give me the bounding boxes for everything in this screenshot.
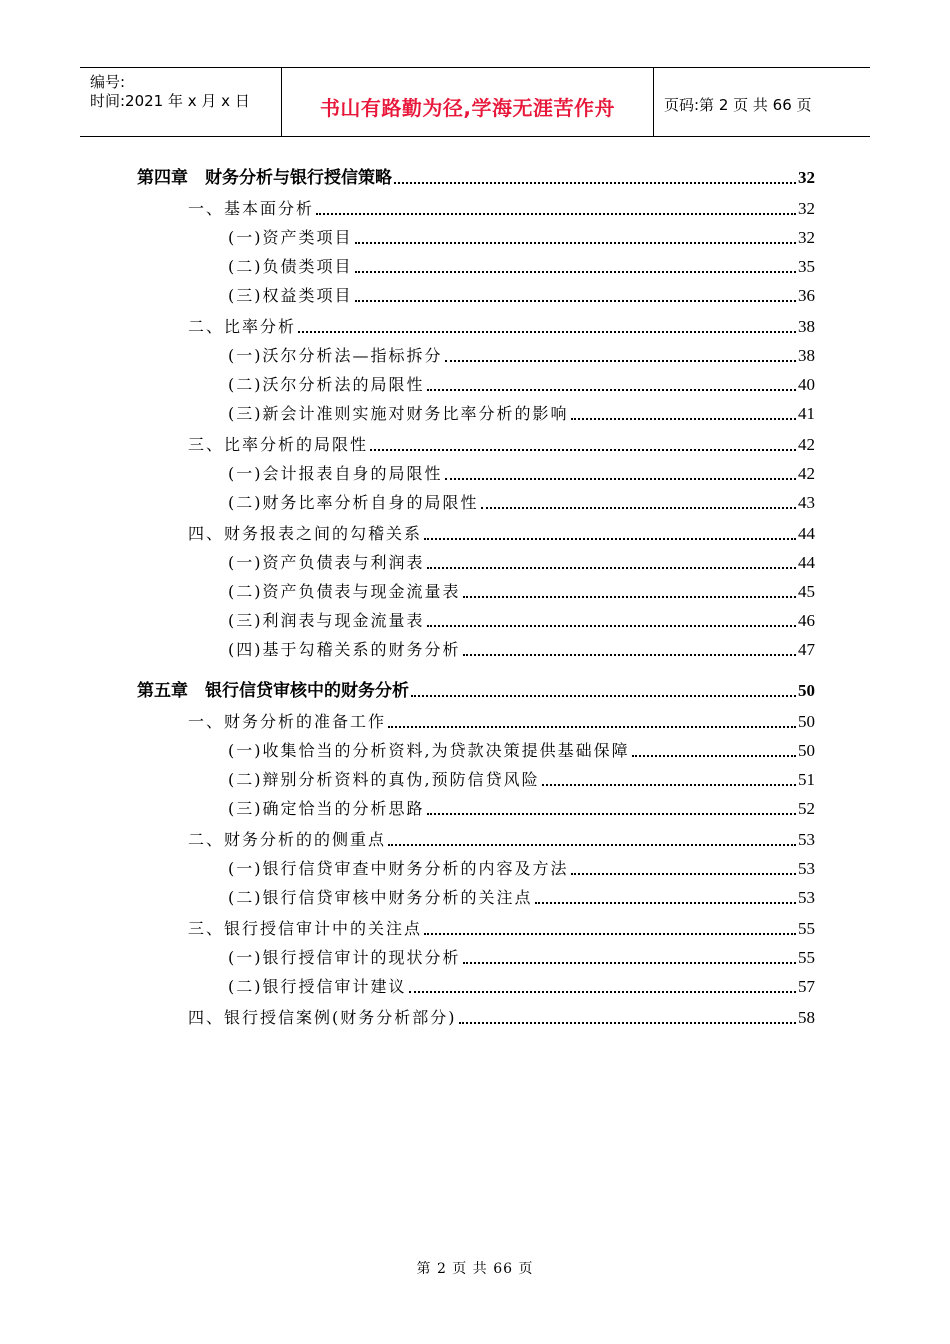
toc-entry-page: 53 — [798, 888, 815, 907]
dot-leader — [427, 813, 797, 815]
toc-entry-page: 45 — [798, 582, 815, 601]
toc-entry-title: 四、财务报表之间的勾稽关系 — [188, 524, 423, 543]
toc-chapter-entry[interactable] — [137, 679, 815, 701]
toc-entry-page: 55 — [798, 948, 815, 967]
toc-entry-page: 52 — [798, 799, 815, 818]
dot-leader — [388, 844, 796, 846]
toc-subsection-entry[interactable] — [228, 491, 815, 513]
toc-entry-title: 三、银行授信审计中的关注点 — [188, 919, 423, 938]
dot-leader — [388, 726, 796, 728]
toc-subsection-entry[interactable] — [228, 255, 815, 277]
toc-subsection-entry[interactable] — [228, 226, 815, 248]
dot-leader — [427, 625, 797, 627]
dot-leader — [481, 507, 797, 509]
toc-entry-title: (一)收集恰当的分析资料,为贷款决策提供基础保障 — [228, 741, 630, 760]
toc-subsection-entry[interactable] — [228, 462, 815, 484]
toc-entry-title: (一)银行信贷审查中财务分析的内容及方法 — [228, 859, 569, 878]
dot-leader — [632, 755, 796, 757]
toc-subsection-entry[interactable] — [228, 402, 815, 424]
toc-entry-page: 40 — [798, 375, 815, 394]
toc-entry-title: (三)确定恰当的分析思路 — [228, 799, 425, 818]
dot-leader — [411, 695, 796, 697]
toc-entry-title: (一)资产类项目 — [228, 228, 353, 247]
toc-entry-title: (一)会计报表自身的局限性 — [228, 464, 443, 483]
toc-entry-title: (一)资产负债表与利润表 — [228, 553, 425, 572]
toc-subsection-entry[interactable] — [228, 551, 815, 573]
toc-subsection-entry[interactable] — [228, 768, 815, 790]
toc-entry-title: (二)沃尔分析法的局限性 — [228, 375, 425, 394]
toc-section-entry[interactable] — [188, 1006, 815, 1028]
dot-leader — [463, 962, 797, 964]
toc-entry-page: 35 — [798, 257, 815, 276]
page-header — [80, 67, 870, 137]
toc-entry-page: 44 — [798, 524, 815, 543]
toc-subsection-entry[interactable] — [228, 975, 815, 997]
toc-section-entry[interactable] — [188, 828, 815, 850]
dot-leader — [316, 213, 796, 215]
motto-text: 书山有路勤为径,学海无涯苦作舟 — [319, 96, 616, 120]
toc-section-entry[interactable] — [188, 315, 815, 337]
toc-section-entry[interactable] — [188, 197, 815, 219]
toc-entry-title: 三、比率分析的局限性 — [188, 435, 369, 454]
toc-entry-page: 50 — [798, 712, 815, 731]
dot-leader — [424, 538, 796, 540]
toc-entry-title: (四)基于勾稽关系的财务分析 — [228, 640, 461, 659]
dot-leader — [427, 389, 797, 391]
toc-entry-page: 47 — [798, 640, 815, 659]
toc-entry-page: 57 — [798, 977, 815, 996]
toc-subsection-entry[interactable] — [228, 284, 815, 306]
toc-entry-page: 32 — [798, 199, 815, 218]
toc-entry-title: (三)利润表与现金流量表 — [228, 611, 425, 630]
toc-entry-title: (二)资产负债表与现金流量表 — [228, 582, 461, 601]
toc-entry-title: (二)辩别分析资料的真伪,预防信贷风险 — [228, 770, 540, 789]
toc-entry-title: (二)负债类项目 — [228, 257, 353, 276]
toc-section-entry[interactable] — [188, 917, 815, 939]
toc-entry-page: 53 — [798, 859, 815, 878]
toc-entry-page: 38 — [798, 346, 815, 365]
toc-subsection-entry[interactable] — [228, 946, 815, 968]
dot-leader — [445, 360, 797, 362]
page-footer: 第 2 页 共 66 页 — [416, 1261, 534, 1277]
toc-section-entry[interactable] — [188, 522, 815, 544]
toc-entry-page: 36 — [798, 286, 815, 305]
dot-leader — [542, 784, 796, 786]
toc-subsection-entry[interactable] — [228, 886, 815, 908]
dot-leader — [571, 418, 797, 420]
toc-entry-page: 38 — [798, 317, 815, 336]
toc-subsection-entry[interactable] — [228, 373, 815, 395]
dot-leader — [535, 902, 797, 904]
toc-subsection-entry[interactable] — [228, 638, 815, 660]
toc-entry-page: 42 — [798, 464, 815, 483]
toc-entry-page: 55 — [798, 919, 815, 938]
dot-leader — [370, 449, 796, 451]
toc-entry-page: 50 — [798, 681, 815, 700]
toc-entry-page: 51 — [798, 770, 815, 789]
toc-subsection-entry[interactable] — [228, 857, 815, 879]
toc-entry-title: 二、财务分析的的侧重点 — [188, 830, 387, 849]
toc-entry-title: 二、比率分析 — [188, 317, 297, 336]
dot-leader — [424, 933, 796, 935]
dot-leader — [445, 478, 797, 480]
dot-leader — [355, 271, 797, 273]
toc-entry-title: 一、财务分析的准备工作 — [188, 712, 387, 731]
toc-entry-page: 32 — [798, 228, 815, 247]
dot-leader — [298, 331, 796, 333]
toc-entry-title: (三)权益类项目 — [228, 286, 353, 305]
header-right-cell — [654, 68, 870, 136]
dot-leader — [427, 567, 797, 569]
toc-entry-title: 一、基本面分析 — [188, 199, 315, 218]
toc-entry-page: 32 — [798, 168, 815, 187]
dot-leader — [409, 991, 797, 993]
toc-entry-page: 42 — [798, 435, 815, 454]
toc-subsection-entry[interactable] — [228, 797, 815, 819]
toc-subsection-entry[interactable] — [228, 609, 815, 631]
toc-entry-page: 50 — [798, 741, 815, 760]
toc-entry-title: (二)财务比率分析自身的局限性 — [228, 493, 479, 512]
toc-section-entry[interactable] — [188, 710, 815, 732]
dot-leader — [459, 1022, 797, 1024]
header-page-info: 页码:第 2 页 共 66 页 — [664, 96, 812, 114]
number-label: 编号: — [90, 73, 126, 91]
header-left-cell — [80, 68, 282, 136]
toc-subsection-entry[interactable] — [228, 580, 815, 602]
toc-entry-title: 四、银行授信案例(财务分析部分) — [188, 1008, 457, 1027]
toc-entry-title: (二)银行授信审计建议 — [228, 977, 407, 996]
toc-entry-title: 第五章 银行信贷审核中的财务分析 — [137, 681, 409, 701]
toc-subsection-entry[interactable] — [228, 739, 815, 761]
toc-entry-title: (三)新会计准则实施对财务比率分析的影响 — [228, 404, 569, 423]
toc-entry-page: 46 — [798, 611, 815, 630]
toc-chapter-entry[interactable] — [137, 166, 815, 188]
toc-entry-title: (二)银行信贷审核中财务分析的关注点 — [228, 888, 533, 907]
dot-leader — [394, 182, 796, 184]
time-label: 时间:2021 年 x 月 x 日 — [90, 92, 250, 110]
dot-leader — [571, 873, 797, 875]
dot-leader — [355, 300, 797, 302]
toc-entry-page: 53 — [798, 830, 815, 849]
toc-entry-title: (一)银行授信审计的现状分析 — [228, 948, 461, 967]
dot-leader — [355, 242, 797, 244]
dot-leader — [463, 596, 797, 598]
toc-entry-title: (一)沃尔分析法—指标拆分 — [228, 346, 443, 365]
toc-subsection-entry[interactable] — [228, 344, 815, 366]
dot-leader — [463, 654, 797, 656]
toc-entry-page: 58 — [798, 1008, 815, 1027]
toc-entry-page: 43 — [798, 493, 815, 512]
toc-entry-title: 第四章 财务分析与银行授信策略 — [137, 168, 392, 188]
toc-section-entry[interactable] — [188, 433, 815, 455]
header-motto-cell — [282, 68, 654, 136]
toc-entry-page: 44 — [798, 553, 815, 572]
toc-entry-page: 41 — [798, 404, 815, 423]
